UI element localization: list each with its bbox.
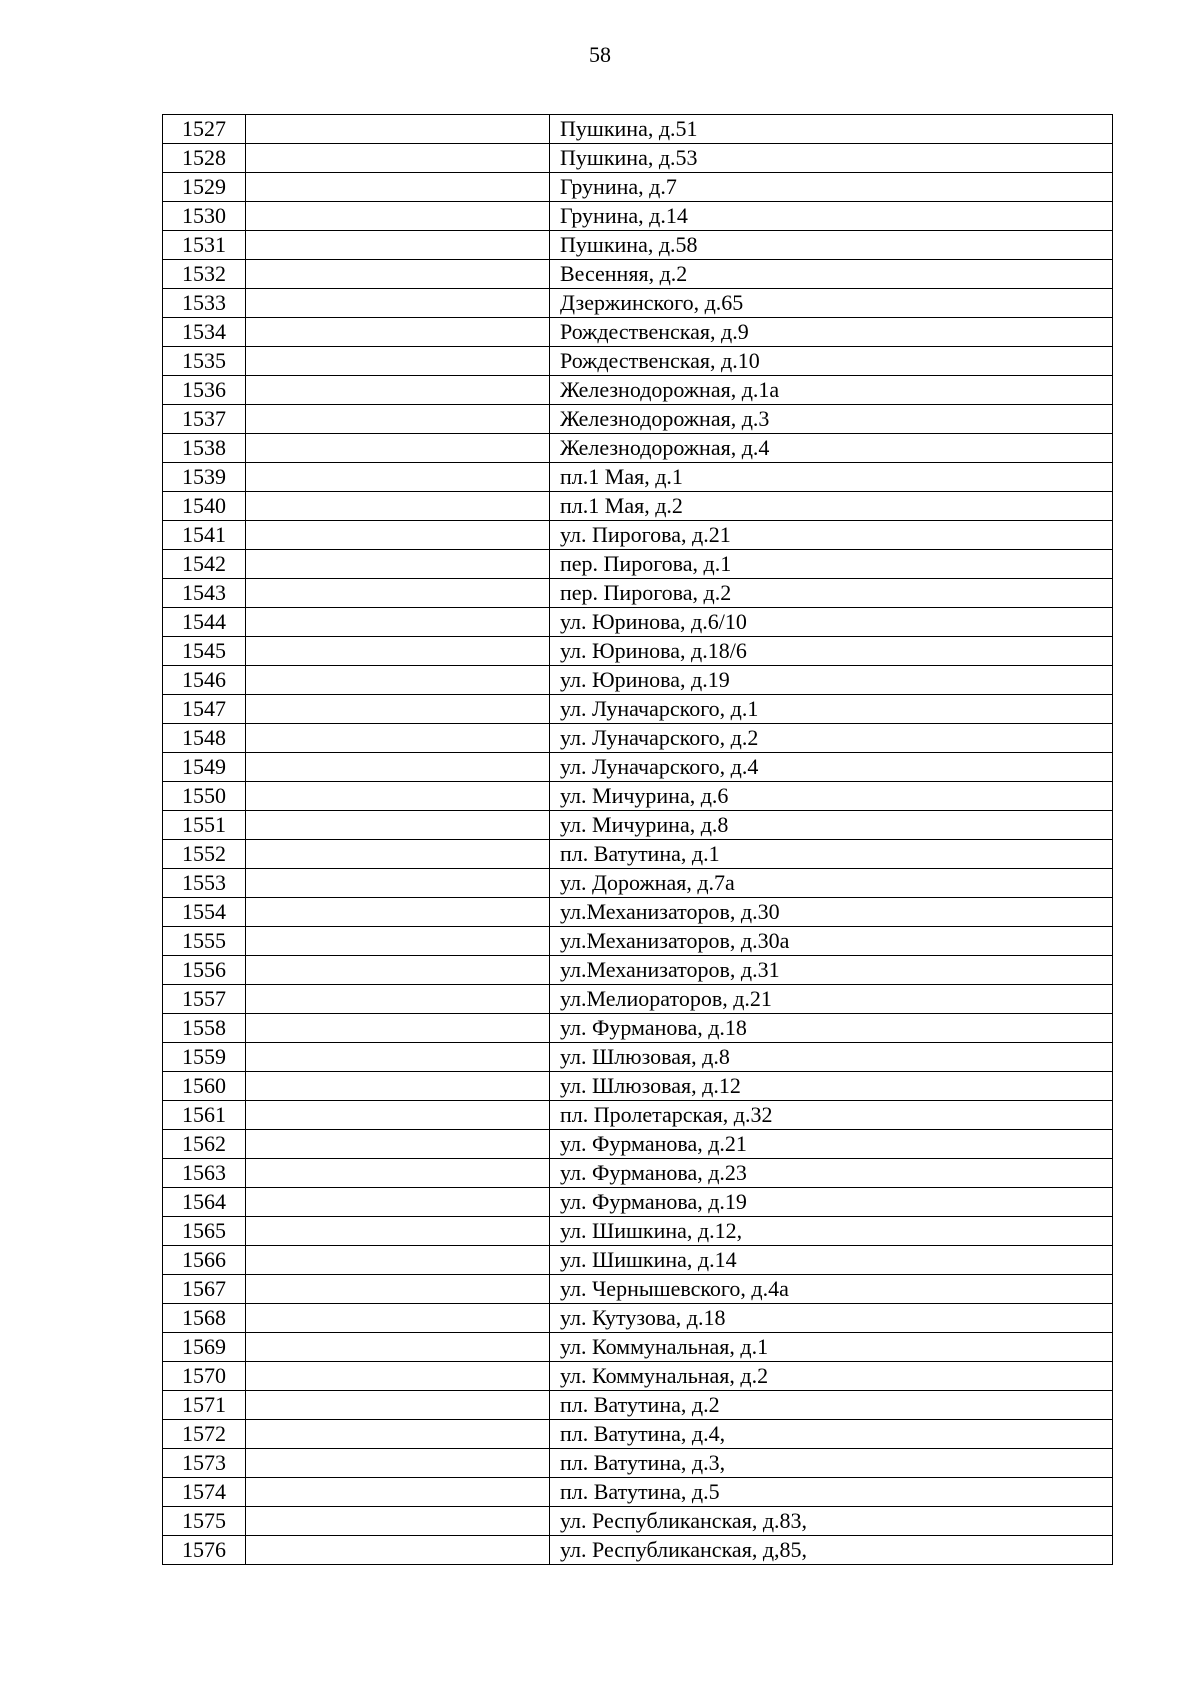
row-number-cell: 1571 <box>163 1391 246 1420</box>
table-row <box>163 202 1113 231</box>
page-number: 58 <box>589 42 611 67</box>
middle-cell <box>246 1275 550 1304</box>
table-row <box>163 1130 1113 1159</box>
row-number-cell: 1561 <box>163 1101 246 1130</box>
middle-cell <box>246 898 550 927</box>
row-number-cell: 1547 <box>163 695 246 724</box>
address-cell: ул. Луначарского, д.2 <box>550 724 1113 753</box>
address-cell: ул. Шлюзовая, д.12 <box>550 1072 1113 1101</box>
middle-cell <box>246 1449 550 1478</box>
middle-cell <box>246 1217 550 1246</box>
address-cell: ул. Луначарского, д.4 <box>550 753 1113 782</box>
table-row <box>163 1014 1113 1043</box>
address-cell: пл. Ватутина, д.4, <box>550 1420 1113 1449</box>
table-row <box>163 144 1113 173</box>
table-row <box>163 115 1113 144</box>
middle-cell <box>246 347 550 376</box>
table-row <box>163 608 1113 637</box>
row-number-cell: 1541 <box>163 521 246 550</box>
row-number-cell: 1543 <box>163 579 246 608</box>
address-cell: ул. Юринова, д.18/6 <box>550 637 1113 666</box>
row-number-cell: 1544 <box>163 608 246 637</box>
table-row <box>163 1478 1113 1507</box>
middle-cell <box>246 753 550 782</box>
table-row <box>163 898 1113 927</box>
table-row <box>163 1507 1113 1536</box>
middle-cell <box>246 1362 550 1391</box>
address-cell: ул.Механизаторов, д.30а <box>550 927 1113 956</box>
table-row <box>163 1188 1113 1217</box>
address-cell: ул. Луначарского, д.1 <box>550 695 1113 724</box>
address-cell: ул. Коммунальная, д.2 <box>550 1362 1113 1391</box>
row-number-cell: 1565 <box>163 1217 246 1246</box>
table-row <box>163 260 1113 289</box>
table-row <box>163 927 1113 956</box>
address-cell: пл. Ватутина, д.2 <box>550 1391 1113 1420</box>
middle-cell <box>246 550 550 579</box>
middle-cell <box>246 376 550 405</box>
table-row <box>163 579 1113 608</box>
address-cell: ул. Фурманова, д.18 <box>550 1014 1113 1043</box>
row-number-cell: 1564 <box>163 1188 246 1217</box>
address-cell: Пушкина, д.51 <box>550 115 1113 144</box>
table-row <box>163 492 1113 521</box>
middle-cell <box>246 1536 550 1565</box>
address-cell: ул. Чернышевского, д.4а <box>550 1275 1113 1304</box>
table-row <box>163 1043 1113 1072</box>
middle-cell <box>246 463 550 492</box>
middle-cell <box>246 724 550 753</box>
row-number-cell: 1576 <box>163 1536 246 1565</box>
middle-cell <box>246 434 550 463</box>
table-row <box>163 695 1113 724</box>
address-cell: пл.1 Мая, д.1 <box>550 463 1113 492</box>
table-row <box>163 289 1113 318</box>
middle-cell <box>246 579 550 608</box>
middle-cell <box>246 608 550 637</box>
address-cell: Рождественская, д.10 <box>550 347 1113 376</box>
address-cell: ул. Пирогова, д.21 <box>550 521 1113 550</box>
address-cell: ул. Юринова, д.6/10 <box>550 608 1113 637</box>
table-row <box>163 405 1113 434</box>
address-cell: ул. Шишкина, д.12, <box>550 1217 1113 1246</box>
table-row <box>163 231 1113 260</box>
row-number-cell: 1528 <box>163 144 246 173</box>
middle-cell <box>246 956 550 985</box>
row-number-cell: 1557 <box>163 985 246 1014</box>
row-number-cell: 1556 <box>163 956 246 985</box>
table-row <box>163 1217 1113 1246</box>
table-row <box>163 376 1113 405</box>
address-cell: Грунина, д.14 <box>550 202 1113 231</box>
row-number-cell: 1560 <box>163 1072 246 1101</box>
middle-cell <box>246 289 550 318</box>
middle-cell <box>246 869 550 898</box>
address-cell: пл. Пролетарская, д.32 <box>550 1101 1113 1130</box>
middle-cell <box>246 173 550 202</box>
table-row <box>163 347 1113 376</box>
row-number-cell: 1531 <box>163 231 246 260</box>
address-cell: ул.Механизаторов, д.31 <box>550 956 1113 985</box>
address-cell: пер. Пирогова, д.1 <box>550 550 1113 579</box>
address-cell: ул. Фурманова, д.23 <box>550 1159 1113 1188</box>
table-row <box>163 318 1113 347</box>
address-cell: пер. Пирогова, д.2 <box>550 579 1113 608</box>
row-number-cell: 1568 <box>163 1304 246 1333</box>
middle-cell <box>246 1333 550 1362</box>
address-cell: ул. Республиканская, д,85, <box>550 1536 1113 1565</box>
row-number-cell: 1570 <box>163 1362 246 1391</box>
row-number-cell: 1550 <box>163 782 246 811</box>
middle-cell <box>246 492 550 521</box>
row-number-cell: 1548 <box>163 724 246 753</box>
row-number-cell: 1574 <box>163 1478 246 1507</box>
row-number-cell: 1537 <box>163 405 246 434</box>
row-number-cell: 1553 <box>163 869 246 898</box>
row-number-cell: 1558 <box>163 1014 246 1043</box>
row-number-cell: 1555 <box>163 927 246 956</box>
table-row <box>163 811 1113 840</box>
row-number-cell: 1529 <box>163 173 246 202</box>
row-number-cell: 1534 <box>163 318 246 347</box>
table-row <box>163 637 1113 666</box>
address-cell: ул. Юринова, д.19 <box>550 666 1113 695</box>
middle-cell <box>246 927 550 956</box>
table-row <box>163 1304 1113 1333</box>
table-row <box>163 1275 1113 1304</box>
table-row <box>163 463 1113 492</box>
address-cell: ул. Шлюзовая, д.8 <box>550 1043 1113 1072</box>
middle-cell <box>246 1101 550 1130</box>
row-number-cell: 1533 <box>163 289 246 318</box>
middle-cell <box>246 260 550 289</box>
table-row <box>163 550 1113 579</box>
address-cell: Пушкина, д.53 <box>550 144 1113 173</box>
address-cell: Дзержинского, д.65 <box>550 289 1113 318</box>
row-number-cell: 1532 <box>163 260 246 289</box>
row-number-cell: 1559 <box>163 1043 246 1072</box>
address-cell: ул. Коммунальная, д.1 <box>550 1333 1113 1362</box>
row-number-cell: 1535 <box>163 347 246 376</box>
middle-cell <box>246 1391 550 1420</box>
middle-cell <box>246 695 550 724</box>
table-row <box>163 173 1113 202</box>
row-number-cell: 1575 <box>163 1507 246 1536</box>
row-number-cell: 1539 <box>163 463 246 492</box>
table-row <box>163 521 1113 550</box>
middle-cell <box>246 1130 550 1159</box>
address-cell: ул. Республиканская, д.83, <box>550 1507 1113 1536</box>
address-table <box>162 114 1113 1565</box>
middle-cell <box>246 1159 550 1188</box>
row-number-cell: 1538 <box>163 434 246 463</box>
middle-cell <box>246 811 550 840</box>
row-number-cell: 1573 <box>163 1449 246 1478</box>
address-cell: ул. Фурманова, д.19 <box>550 1188 1113 1217</box>
middle-cell <box>246 1043 550 1072</box>
row-number-cell: 1549 <box>163 753 246 782</box>
middle-cell <box>246 840 550 869</box>
middle-cell <box>246 1507 550 1536</box>
address-cell: ул. Кутузова, д.18 <box>550 1304 1113 1333</box>
address-cell: ул. Мичурина, д.6 <box>550 782 1113 811</box>
table-row <box>163 666 1113 695</box>
middle-cell <box>246 1246 550 1275</box>
middle-cell <box>246 1420 550 1449</box>
row-number-cell: 1566 <box>163 1246 246 1275</box>
address-cell: ул. Мичурина, д.8 <box>550 811 1113 840</box>
table-row <box>163 1449 1113 1478</box>
row-number-cell: 1567 <box>163 1275 246 1304</box>
row-number-cell: 1572 <box>163 1420 246 1449</box>
table-row <box>163 840 1113 869</box>
middle-cell <box>246 637 550 666</box>
middle-cell <box>246 985 550 1014</box>
table-row <box>163 724 1113 753</box>
table-row <box>163 1159 1113 1188</box>
row-number-cell: 1542 <box>163 550 246 579</box>
address-cell: пл. Ватутина, д.5 <box>550 1478 1113 1507</box>
table-row <box>163 753 1113 782</box>
middle-cell <box>246 521 550 550</box>
middle-cell <box>246 1478 550 1507</box>
table-row <box>163 1536 1113 1565</box>
address-cell: ул. Дорожная, д.7а <box>550 869 1113 898</box>
middle-cell <box>246 318 550 347</box>
address-cell: ул.Мелиораторов, д.21 <box>550 985 1113 1014</box>
middle-cell <box>246 666 550 695</box>
middle-cell <box>246 1304 550 1333</box>
address-cell: Рождественская, д.9 <box>550 318 1113 347</box>
table-row <box>163 1420 1113 1449</box>
middle-cell <box>246 231 550 260</box>
table-row <box>163 1246 1113 1275</box>
middle-cell <box>246 1072 550 1101</box>
table-row <box>163 1391 1113 1420</box>
row-number-cell: 1536 <box>163 376 246 405</box>
address-cell: Пушкина, д.58 <box>550 231 1113 260</box>
row-number-cell: 1546 <box>163 666 246 695</box>
middle-cell <box>246 1014 550 1043</box>
row-number-cell: 1551 <box>163 811 246 840</box>
address-cell: Грунина, д.7 <box>550 173 1113 202</box>
address-cell: пл. Ватутина, д.1 <box>550 840 1113 869</box>
table-row <box>163 1362 1113 1391</box>
address-cell: Весенняя, д.2 <box>550 260 1113 289</box>
row-number-cell: 1530 <box>163 202 246 231</box>
table-row <box>163 956 1113 985</box>
address-cell: Железнодорожная, д.4 <box>550 434 1113 463</box>
row-number-cell: 1545 <box>163 637 246 666</box>
address-cell: ул.Механизаторов, д.30 <box>550 898 1113 927</box>
middle-cell <box>246 1188 550 1217</box>
row-number-cell: 1540 <box>163 492 246 521</box>
row-number-cell: 1527 <box>163 115 246 144</box>
row-number-cell: 1552 <box>163 840 246 869</box>
middle-cell <box>246 202 550 231</box>
address-table-body <box>163 115 1113 1565</box>
table-row <box>163 434 1113 463</box>
table-row <box>163 782 1113 811</box>
address-cell: ул. Фурманова, д.21 <box>550 1130 1113 1159</box>
table-row <box>163 1333 1113 1362</box>
middle-cell <box>246 144 550 173</box>
table-row <box>163 1101 1113 1130</box>
table-row <box>163 1072 1113 1101</box>
row-number-cell: 1563 <box>163 1159 246 1188</box>
row-number-cell: 1554 <box>163 898 246 927</box>
middle-cell <box>246 115 550 144</box>
table-row <box>163 869 1113 898</box>
address-cell: пл. Ватутина, д.3, <box>550 1449 1113 1478</box>
middle-cell <box>246 782 550 811</box>
address-cell: пл.1 Мая, д.2 <box>550 492 1113 521</box>
table-row <box>163 985 1113 1014</box>
address-cell: Железнодорожная, д.1а <box>550 376 1113 405</box>
address-cell: Железнодорожная, д.3 <box>550 405 1113 434</box>
address-cell: ул. Шишкина, д.14 <box>550 1246 1113 1275</box>
middle-cell <box>246 405 550 434</box>
row-number-cell: 1569 <box>163 1333 246 1362</box>
row-number-cell: 1562 <box>163 1130 246 1159</box>
